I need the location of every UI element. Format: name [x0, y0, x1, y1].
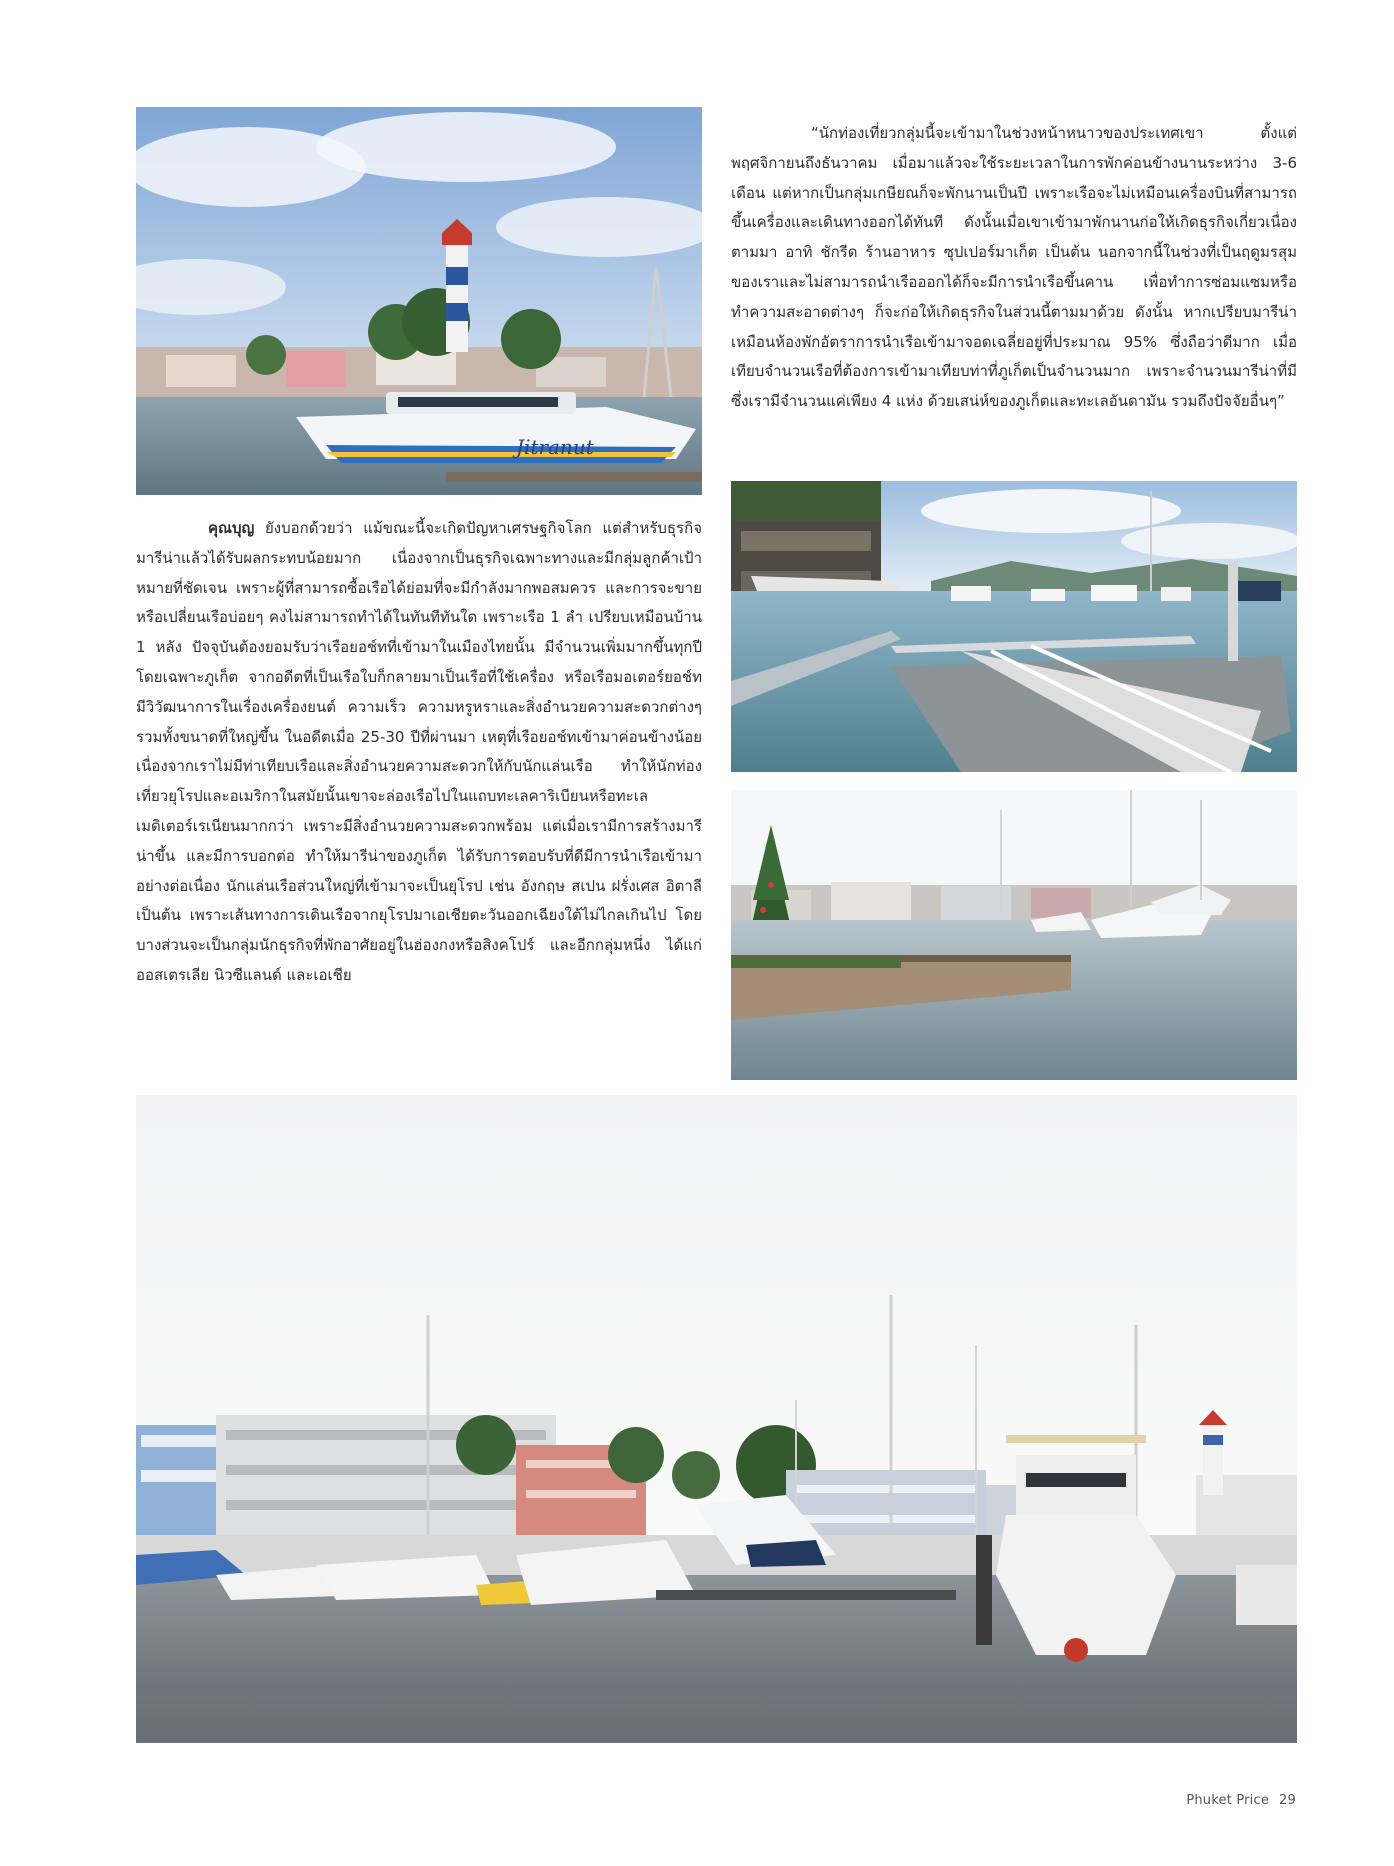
quote-paragraph: “นักท่องเที่ยวกลุ่มนี้จะเข้ามาในช่วงหน้าหนาวของประเทศเขา ตั้งแต่พฤศจิกายนถึงธันวาคม เมื่อมาแล้วจะใช้ระยะเวลาในการพักค่อนข้างนานระหว่าง 3-6 เดือน แต่หากเป็นกลุ่มเกษียณก็จะพักนานเป็นปี เพราะเรือจะไม่เหมือนเครื่องบินที่สามารถขึ้นเครื่องและเดินทางออกได้ทันที ดังนั้นเมื่อเขาเข้ามาพักนานก่อให้เกิดธุรกิจเกี่ยวเนื่องตามมา อาทิ ชักรีด ร้านอาหาร ซุปเปอร์มาเก็ต เป็นต้น นอกจากนี้ในช่วงที่เป็นฤดูมรสุมของเราและไม่สามารถนำเรือออกได้ก็จะมีการนำเรือขึ้นคาน เพื่อทำการซ่อมแซมหรือทำความสะอาดต่างๆ ก็จะก่อให้เกิดธุรกิจในส่วนนี้ตามมาด้วย ดังนั้น หากเปรียบมารีน่าเหมือนห้องพักอัตราการนำเรือเข้ามาจอดเฉลี่ยอยู่ที่ประมาณ 95% ซึ่งถือว่าดีมาก เมื่อเทียบจำนวนเรือที่ต้องการเข้ามาเทียบท่าที่ภูเก็ตเป็นจำนวนมาก เพราะจำนวนมารีน่าที่มีซึ่งเรามีจำนวนแค่เพียง 4 แห่ง ด้วยเสน่ห์ของภูเก็ตและทะเลอันดามัน รวมถึงปัจจัยอื่นๆ”: [731, 124, 1297, 411]
page-folio: [1186, 1793, 1296, 1808]
photo-lighthouse-speedboat: [136, 107, 702, 495]
boat-name-text: Jitranut: [516, 435, 594, 459]
publication-name: Phuket Price: [1186, 1793, 1270, 1808]
quote-paragraph-block: [731, 119, 1297, 417]
interviewee-name: คุณบุญ: [208, 519, 255, 537]
body-paragraph: [136, 514, 702, 991]
photo-marina-christmas-tree: [731, 790, 1297, 1080]
photo-marina-panorama: [136, 1095, 1297, 1743]
photo-marina-boardwalk: [731, 481, 1297, 772]
body-paragraph-text: ยังบอกด้วยว่า แม้ขณะนี้จะเกิดปัญหาเศรษฐกิจโลก แต่สำหรับธุรกิจมารีน่าแล้วได้รับผลกระทบน้อยมาก เนื่องจากเป็นธุรกิจเฉพาะทางและมีกลุ่มลูกค้าเป้าหมายที่ชัดเจน เพราะผู้ที่สามารถซื้อเรือได้ย่อมที่จะมีกำลังมากพอสมควร และการจะขายหรือเปลี่ยนเรือบ่อยๆ คงไม่สามารถทำได้ในทันทีทันใด เพราะเรือ 1 ลำ เปรียบเหมือนบ้าน 1 หลัง ปัจจุบันต้องยอมรับว่าเรือยอช์ทที่เข้ามาในเมืองไทยนั้น มีจำนวนเพิ่มมากขึ้นทุกปี โดยเฉพาะภูเก็ต จากอดีตที่เป็นเรือใบก็กลายมาเป็นเรือที่ใช้เครื่อง หรือเรือมอเตอร์ยอช์ท มีวิวัฒนาการในเรื่องเครื่องยนต์ ความเร็ว ความหรูหราและสิ่งอำนวยความสะดวกต่างๆ รวมทั้งขนาดที่ใหญ่ขึ้น ในอดีตเมื่อ 25-30 ปีที่ผ่านมา เหตุที่เรือยอช์ทเข้ามาค่อนข้างน้อยเนื่องจากเราไม่มีท่าเทียบเรือและสิ่งอำนวยความสะดวกให้กับนักแล่นเรือ ทำให้นักท่องเที่ยวยุโรปและอเมริกาในสมัยนั้นเขาจะล่องเรือไปในแถบทะเลคาริเบียนหรือทะเลเมดิเตอร์เรเนียนมากกว่า เพราะมีสิ่งอำนวยความสะดวกพร้อม แต่เมื่อเรามีการสร้างมารีน่าขึ้น และมีการบอกต่อ ทำให้มารีน่าของภูเก็ต ได้รับการตอบรับที่ดีมีการนำเรือเข้ามาอย่างต่อเนื่อง นักแล่นเรือส่วนใหญ่ที่เข้ามาจะเป็นยุโรป เช่น อังกฤษ สเปน ฝรั่งเศส อิตาลี เป็นต้น เพราะเส้นทางการเดินเรือจากยุโรปมาเอเชียตะวันออกเฉียงใต้ไม่ไกลเกินไป โดยบางส่วนจะเป็นกลุ่มนักธุรกิจที่พักอาศัยอยู่ในฮ่องกงหรือสิงคโปร์ และอีกกลุ่มหนึ่ง ได้แก่ ออสเตรเลีย นิวซีแลนด์ และเอเชีย: [136, 519, 702, 984]
page-number: 29: [1279, 1793, 1296, 1808]
body-paragraph-block: [136, 514, 702, 991]
